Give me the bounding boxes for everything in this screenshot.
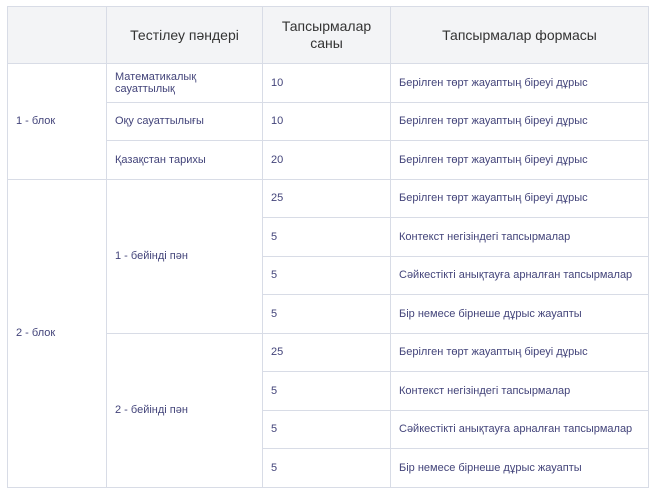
form-cell: Берілген төрт жауаптың біреуі дұрыс — [391, 102, 649, 141]
table-row — [8, 179, 649, 218]
count-cell: 5 — [263, 449, 391, 488]
profile-subject-2: 2 - бейінді пән — [107, 333, 263, 487]
count-cell: 5 — [263, 218, 391, 257]
form-cell: Бір немесе бірнеше дұрыс жауапты — [391, 449, 649, 488]
header-count-line2: саны — [310, 35, 343, 51]
header-count-line1: Тапсырмалар — [281, 18, 372, 34]
count-cell: 25 — [263, 179, 391, 218]
header-block — [8, 7, 107, 64]
count-cell: 10 — [263, 64, 391, 103]
header-subject: Тестілеу пәндері — [107, 7, 263, 64]
form-cell: Берілген төрт жауаптың біреуі дұрыс — [391, 141, 649, 180]
form-cell: Контекст негізіндегі тапсырмалар — [391, 372, 649, 411]
count-cell: 20 — [263, 141, 391, 180]
subject-cell: Оқу сауаттылығы — [107, 102, 263, 141]
count-cell: 5 — [263, 295, 391, 334]
count-cell: 5 — [263, 372, 391, 411]
form-cell: Берілген төрт жауаптың біреуі дұрыс — [391, 179, 649, 218]
profile-subject-1: 1 - бейінді пән — [107, 179, 263, 333]
count-cell: 5 — [263, 256, 391, 295]
header-row — [8, 7, 649, 64]
header-count — [263, 7, 391, 64]
form-cell: Сәйкестікті анықтауға арналған тапсырмалар — [391, 256, 649, 295]
form-cell: Бір немесе бірнеше дұрыс жауапты — [391, 295, 649, 334]
test-structure-table — [7, 6, 649, 488]
count-cell: 5 — [263, 410, 391, 449]
subject-cell: Математикалық сауаттылық — [107, 64, 263, 103]
form-cell: Берілген төрт жауаптың біреуі дұрыс — [391, 333, 649, 372]
subject-cell: Қазақстан тарихы — [107, 141, 263, 180]
form-cell: Контекст негізіндегі тапсырмалар — [391, 218, 649, 257]
form-cell: Сәйкестікті анықтауға арналған тапсырмалар — [391, 410, 649, 449]
form-cell: Берілген төрт жауаптың біреуі дұрыс — [391, 64, 649, 103]
block-2-label: 2 - блок — [8, 179, 107, 487]
count-cell: 25 — [263, 333, 391, 372]
header-form: Тапсырмалар формасы — [391, 7, 649, 64]
block-1-label: 1 - блок — [8, 64, 107, 180]
count-cell: 10 — [263, 102, 391, 141]
table-row — [8, 64, 649, 103]
